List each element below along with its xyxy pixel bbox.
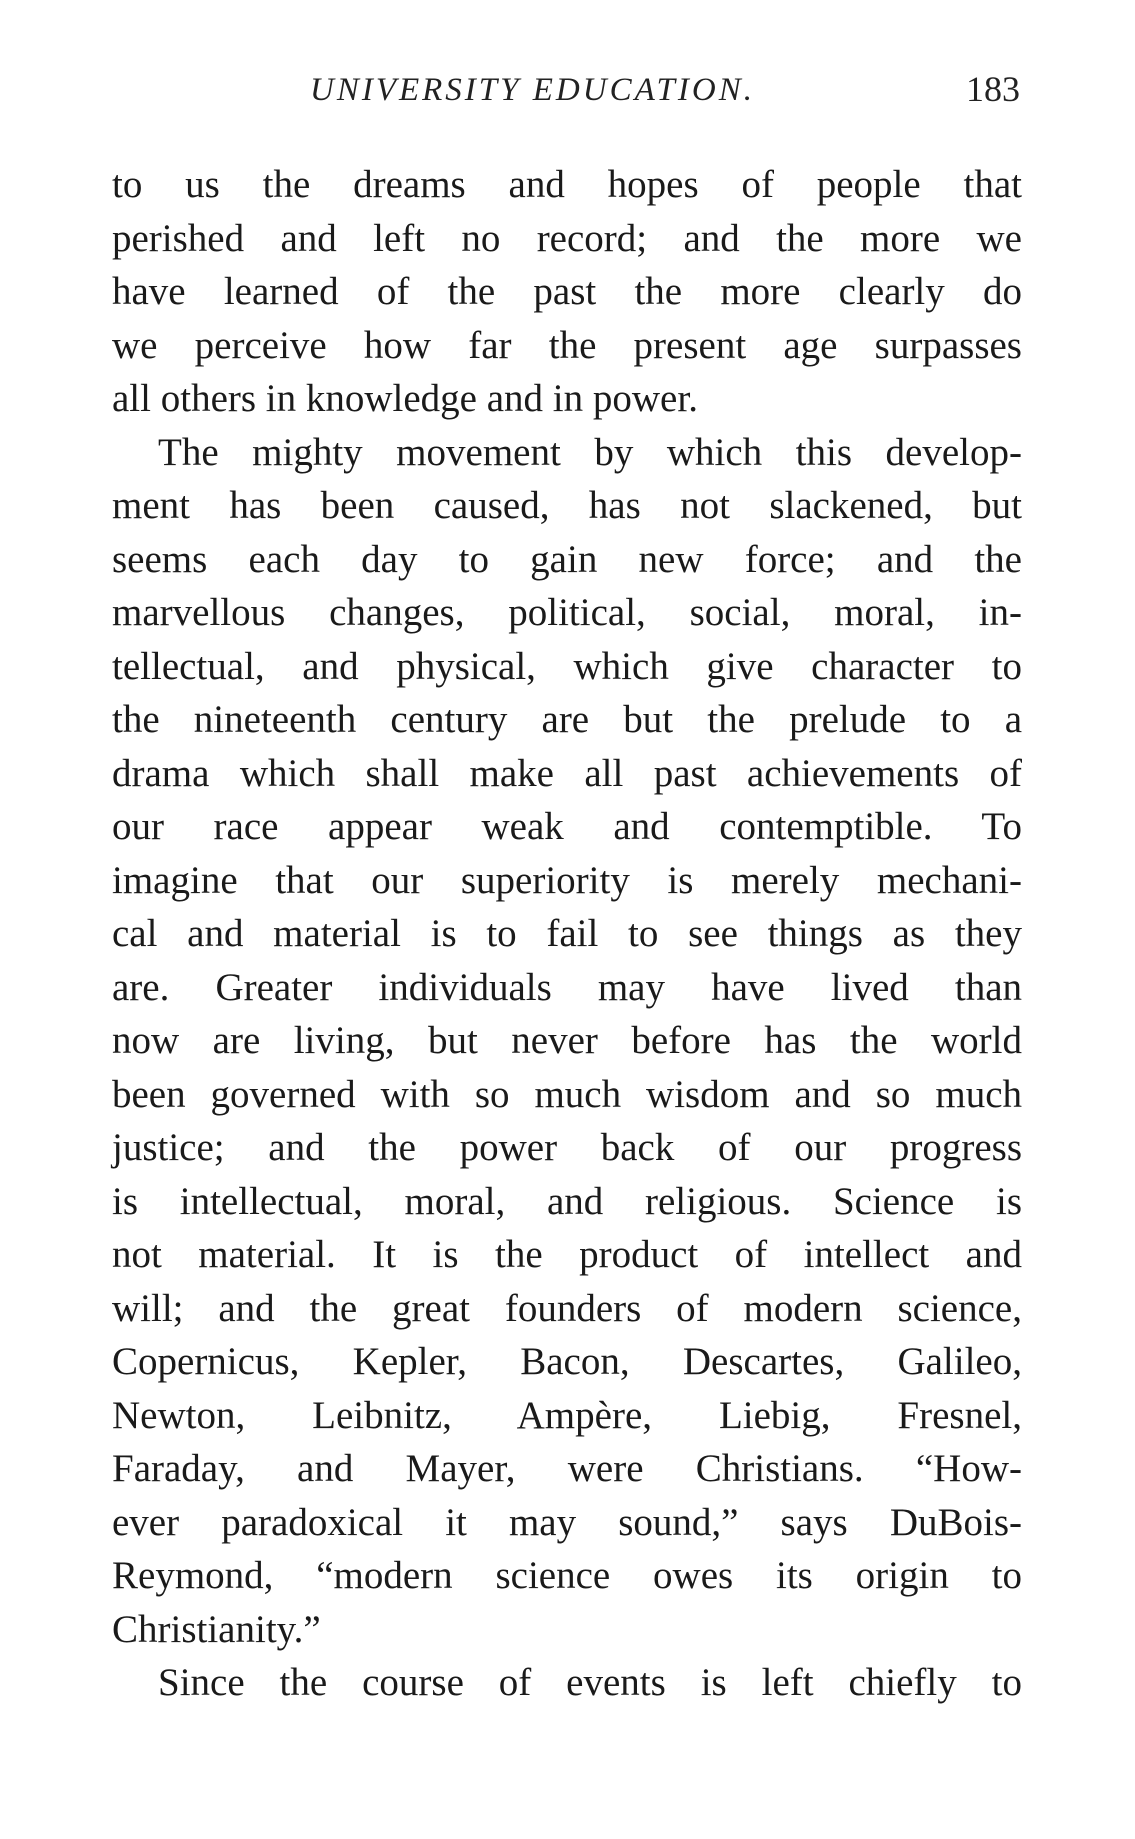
text-line: not material. It is the product of intellect and bbox=[112, 1233, 1022, 1276]
text-line: perished and left no record; and the more we bbox=[112, 216, 1022, 260]
text-line: imagine that our superiority is merely mechani- bbox=[112, 858, 1022, 902]
running-head bbox=[110, 69, 1040, 122]
text-line: been governed with so much wisdom and so much bbox=[112, 1072, 1022, 1116]
text-line: Copernicus, Kepler, Bacon, Descartes, Galileo, bbox=[112, 1340, 1022, 1383]
text-line: have learned of the past the more clearly do bbox=[112, 270, 1022, 313]
text-line: is intellectual, moral, and religious. Science is bbox=[112, 1179, 1022, 1223]
body-text bbox=[112, 158, 1022, 1710]
text-line: we perceive how far the present age surpasses bbox=[112, 323, 1022, 367]
text-line: drama which shall make all past achievements of bbox=[112, 751, 1022, 795]
text-line: will; and the great founders of modern science, bbox=[112, 1286, 1022, 1330]
text-line: now are living, but never before has the world bbox=[112, 1019, 1022, 1062]
text-line: tellectual, and physical, which give character to bbox=[112, 644, 1022, 688]
text-line: ever paradoxical it may sound,” says DuBois- bbox=[112, 1500, 1022, 1544]
text-line: Newton, Leibnitz, Ampère, Liebig, Fresnel, bbox=[112, 1393, 1022, 1437]
text-line: seems each day to gain new force; and the bbox=[112, 537, 1022, 581]
text-line: Faraday, and Mayer, were Christians. “How- bbox=[112, 1447, 1022, 1490]
text-line: our race appear weak and contemptible. To bbox=[112, 805, 1022, 848]
text-line: ment has been caused, has not slackened, but bbox=[112, 484, 1022, 527]
text-line: Reymond, “modern science owes its origin to bbox=[112, 1554, 1022, 1597]
page-number: 183 bbox=[966, 69, 1020, 109]
text-line: the nineteenth century are but the prelude to a bbox=[112, 698, 1022, 741]
text-line: to us the dreams and hopes of people that bbox=[112, 163, 1022, 206]
text-line: Christianity.” bbox=[112, 1607, 321, 1651]
text-line: justice; and the power back of our progress bbox=[112, 1126, 1022, 1169]
text-line: are. Greater individuals may have lived than bbox=[112, 965, 1022, 1009]
paragraph-start-line: The mighty movement by which this develop- bbox=[158, 430, 1022, 474]
text-line: all others in knowledge and in power. bbox=[112, 377, 698, 420]
text-line: cal and material is to fail to see things as they bbox=[112, 912, 1022, 955]
paragraph-start-line: Since the course of events is left chiefly to bbox=[158, 1661, 1022, 1704]
running-head-title: UNIVERSITY EDUCATION. bbox=[310, 72, 755, 108]
text-line: marvellous changes, political, social, moral, in- bbox=[112, 591, 1022, 634]
